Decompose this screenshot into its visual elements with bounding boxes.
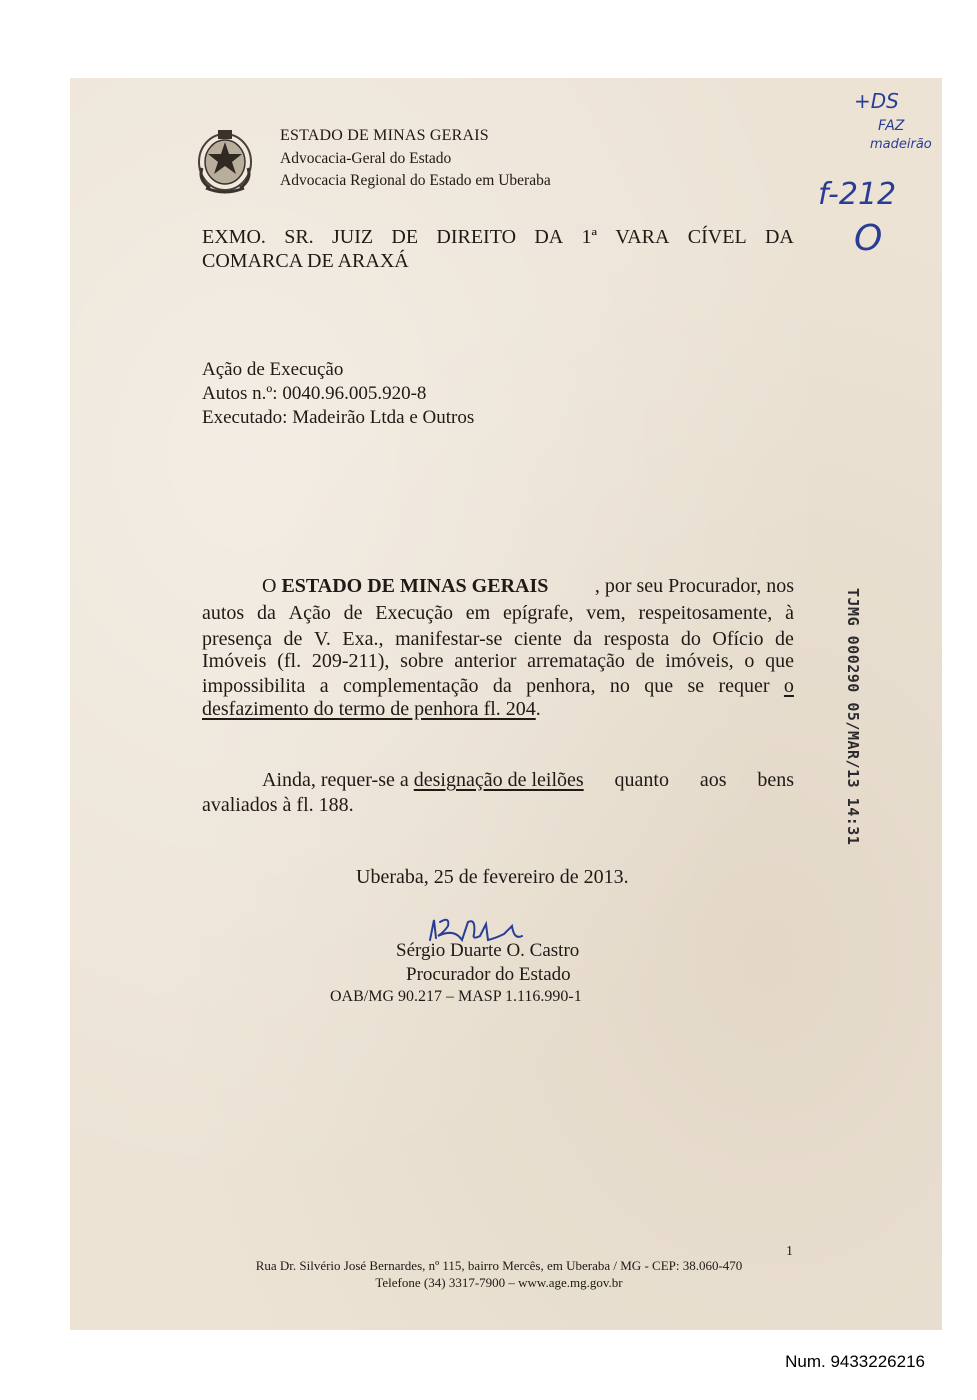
word: que	[644, 675, 674, 697]
document-number: Num. 9433226216	[785, 1352, 925, 1371]
word: respeitosamente,	[638, 602, 773, 624]
word: manifestar-se	[395, 628, 503, 650]
case-number: Autos n.º: 0040.96.005.920-8	[202, 383, 427, 404]
word: DA	[764, 226, 794, 248]
word: bens	[757, 769, 794, 791]
word: JUIZ	[331, 226, 374, 248]
word: complementação	[342, 675, 479, 697]
word: Ação	[288, 602, 331, 624]
word: de	[635, 650, 655, 672]
word: 1ª	[581, 226, 598, 248]
word: de	[775, 628, 794, 650]
word: em	[465, 602, 491, 624]
word: imóveis,	[665, 650, 734, 672]
word: sobre	[400, 650, 444, 672]
word: Imóveis	[202, 650, 267, 672]
word: resposta	[603, 628, 670, 650]
word: EXMO.	[202, 226, 266, 248]
underlined-auction-request: designação de leilões	[413, 769, 584, 791]
word: presença	[202, 628, 272, 650]
coat-of-arms-icon	[192, 128, 258, 194]
word: CÍVEL	[687, 226, 747, 248]
footer-address: Rua Dr. Silvério José Bernardes, nº 115, bairro Mercês, em Uberaba / MG - CEP: 38.060-470	[255, 1258, 743, 1273]
handwritten-folio: f-212	[818, 177, 897, 212]
page-number: 1	[786, 1244, 793, 1259]
word: Ofício	[712, 628, 764, 650]
handwritten-note	[818, 82, 946, 259]
handwritten-note-1: +DS	[854, 89, 899, 113]
word: arrematação	[527, 650, 625, 672]
word: que	[765, 650, 794, 672]
word: autos	[202, 602, 245, 624]
word: VARA	[615, 226, 670, 248]
footer-contact: Telefone (34) 3317-7900 – www.age.mg.gov.br	[375, 1275, 623, 1290]
word: DE	[391, 226, 419, 248]
word: anterior	[454, 650, 517, 672]
p2-opening: Ainda, requer-se a designação de leilões	[262, 769, 584, 791]
word: Execução	[375, 602, 453, 624]
handwritten-note-3: madeirão	[870, 137, 932, 152]
addressee-line-1	[202, 226, 794, 248]
word: V.	[313, 628, 331, 650]
body-p1-line-4	[202, 651, 794, 671]
word: da	[256, 602, 276, 624]
header-state: ESTADO DE MINAS GERAIS	[280, 127, 489, 144]
word: aos	[699, 769, 727, 791]
word: a	[319, 675, 329, 697]
word: do	[680, 628, 701, 650]
word: da	[492, 675, 512, 697]
case-defendant: Executado: Madeirão Ltda e Outros	[202, 407, 475, 428]
body-p2-line-2: avaliados à fl. 188.	[202, 794, 354, 816]
word: 209-211),	[311, 650, 390, 672]
word: SR.	[284, 226, 314, 248]
body-p1-line-1: O ESTADO DE MINAS GERAIS , por seu Procurador, nos	[262, 575, 794, 597]
header-regional: Advocacia Regional do Estado em Uberaba	[280, 172, 551, 189]
case-action: Ação de Execução	[202, 359, 344, 380]
word: se	[687, 675, 705, 697]
word: Exa.,	[342, 628, 384, 650]
word: penhora,	[526, 675, 596, 697]
body-p1-line-5	[202, 676, 794, 696]
word: à	[785, 602, 794, 624]
word: vem,	[586, 602, 626, 624]
word: da	[573, 628, 593, 650]
signer-registration: OAB/MG 90.217 – MASP 1.116.990-1	[330, 988, 582, 1005]
court-receipt-stamp: TJMG 000290 05/MAR/13 14:31	[844, 588, 862, 846]
underlined-request: desfazimento do termo de penhora fl. 204	[202, 698, 536, 720]
word: no	[609, 675, 630, 697]
word: quanto	[614, 769, 669, 791]
body-p1-line-3	[202, 629, 794, 649]
addressee-line-2: COMARCA DE ARAXÁ	[202, 250, 409, 272]
body-p1-line-2	[202, 603, 794, 623]
word: DA	[534, 226, 564, 248]
handwritten-note-2: FAZ	[878, 118, 905, 134]
word: de	[343, 602, 363, 624]
word: requer	[718, 675, 770, 697]
signer-name: Sérgio Duarte O. Castro	[396, 940, 580, 961]
header-agency: Advocacia-Geral do Estado	[280, 150, 452, 167]
word: de	[283, 628, 303, 650]
word: epígrafe,	[502, 602, 574, 624]
body-p2-line-1	[262, 770, 794, 790]
word: impossibilita	[202, 675, 306, 697]
underlined-word: o	[783, 675, 794, 697]
body-p1-line-6: desfazimento do termo de penhora fl. 204.	[202, 698, 541, 720]
word: ciente	[513, 628, 562, 650]
document-date: Uberaba, 25 de fevereiro de 2013.	[356, 866, 629, 888]
word: (fl.	[277, 650, 302, 672]
signer-title: Procurador do Estado	[406, 964, 571, 985]
handwritten-folio-mark: O	[854, 218, 883, 259]
word: o	[744, 650, 755, 672]
bold-state-name: ESTADO DE MINAS GERAIS	[281, 575, 549, 597]
word: DIREITO	[436, 226, 517, 248]
